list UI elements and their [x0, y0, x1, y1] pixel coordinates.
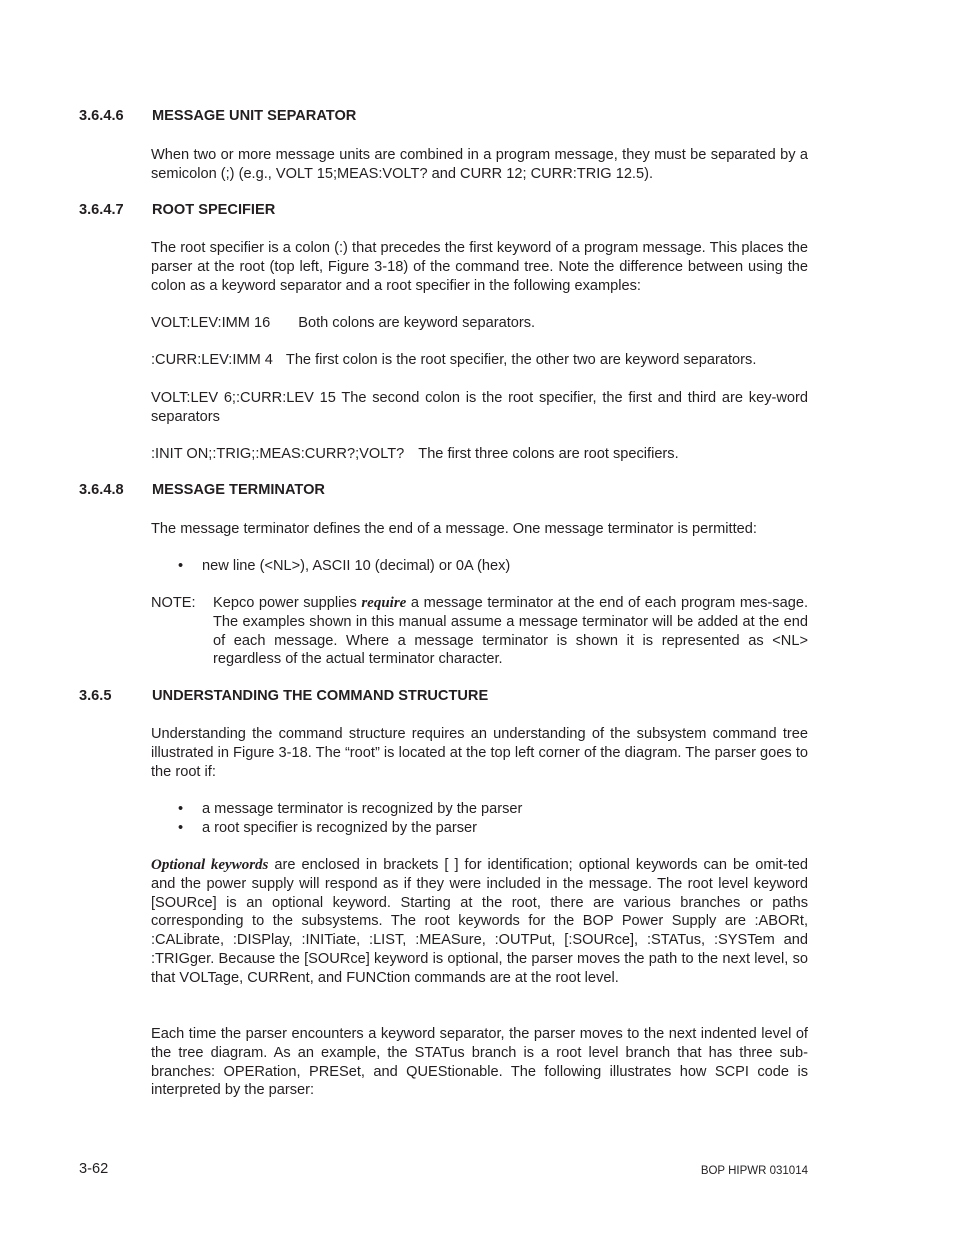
list-item-text: new line (<NL>), ASCII 10 (decimal) or 0A (hex): [202, 558, 511, 574]
note-label: NOTE:: [151, 595, 196, 611]
list-item-text: a message terminator is recognized by the parser: [202, 801, 523, 817]
page-number: 3-62: [79, 1161, 109, 1177]
section-title: MESSAGE UNIT SEPARATOR: [152, 108, 357, 124]
note-text-pre: Kepco power supplies: [213, 595, 362, 611]
example-code: :INIT ON;:TRIG;:MEAS:CURR?;VOLT?: [151, 446, 405, 462]
paragraph: When two or more message units are combined in a program message, they must be separated by a semicolon (;) (e.g., VOLT 15;MEAS:VOLT? and CURR 12; CURR:TRIG 12.5).: [151, 147, 808, 182]
example-code: VOLT:LEV:IMM 16: [151, 315, 271, 331]
example-desc: Both colons are keyword separators.: [298, 315, 536, 331]
example-desc: The first three colons are root specifiers.: [418, 446, 679, 462]
list-item: [178, 819, 477, 838]
example-code: :CURR:LEV:IMM 4: [151, 352, 273, 368]
example-line: [151, 314, 535, 333]
paragraph: The message terminator defines the end of a message. One message terminator is permitted:: [151, 521, 757, 537]
example-code: VOLT:LEV 6;:CURR:LEV 15: [151, 390, 336, 406]
list-item: [178, 800, 522, 819]
example-desc: The second colon is the root specifier, the first and third are key-word separators: [151, 390, 808, 425]
list-item-text: a root specifier is recognized by the parser: [202, 820, 477, 836]
section-number: 3.6.4.6: [79, 108, 124, 124]
note-emphasis: require: [361, 595, 407, 611]
bullet-glyph: •: [178, 801, 184, 817]
section-number: 3.6.5: [79, 688, 112, 704]
paragraph: [151, 856, 808, 988]
note-text-post: a message terminator at the end of each program mes-sage. The examples shown in this manual assume a message terminator will be added at the end of each message. Where a message terminator is shown it is represented as <NL> regardless of the actual terminator character.: [213, 595, 808, 668]
example-desc: The first colon is the root specifier, the other two are keyword separators.: [285, 352, 757, 368]
list-item: [178, 557, 510, 576]
example-line: [151, 351, 756, 370]
note-body: [213, 594, 808, 669]
paragraph-text: are enclosed in brackets [ ] for identification; optional keywords can be omit-ted and the power supply will respond as if they were included in the message. The root level keyword [SOURce] is an optional keyword. Starting at the root, there are various branches or paths corresponding to the subsystems. The root keywords for the BOP Power Supply are :ABORt, :CALibrate, :DISPlay, :INITiate, :LIST, :MEASure, :OUTPut, [:SOURce], :STATus, :SYSTem and :TRIGger. Because the [SOURce] keyword is optional, the parser moves the path to the next level, so that VOLTage, CURRent, and FUNCtion commands are at the root level.: [151, 857, 808, 986]
section-number: 3.6.4.8: [79, 482, 124, 498]
paragraph: Understanding the command structure requires an understanding of the subsystem command tree illustrated in Figure 3-18. The “root” is located at the top left corner of the diagram. The parser goes to the root if:: [151, 726, 808, 780]
paragraph: Each time the parser encounters a keyword separator, the parser moves to the next indented level of the tree diagram. As an example, the STATus branch is a root level branch that has three sub-branches: OPERation, PRESet, and QUEStionable. The following illustrates how SCPI code is interpreted by the parser:: [151, 1026, 808, 1099]
document-id: BOP HIPWR 031014: [700, 1165, 808, 1177]
section-number: 3.6.4.7: [79, 202, 124, 218]
bullet-glyph: •: [178, 558, 184, 574]
section-title: MESSAGE TERMINATOR: [152, 482, 325, 498]
optional-keywords-emphasis: Optional keywords: [151, 857, 269, 873]
section-title: ROOT SPECIFIER: [152, 202, 276, 218]
section-title: UNDERSTANDING THE COMMAND STRUCTURE: [152, 688, 489, 704]
paragraph: The root specifier is a colon (:) that precedes the first keyword of a program message. This places the parser at the root (top left, Figure 3-18) of the command tree. Note the difference between using the colon as a keyword separator and a root specifier in the following examples:: [151, 240, 808, 294]
bullet-glyph: •: [178, 820, 184, 836]
example-line: [151, 389, 808, 427]
example-line: [151, 445, 679, 464]
